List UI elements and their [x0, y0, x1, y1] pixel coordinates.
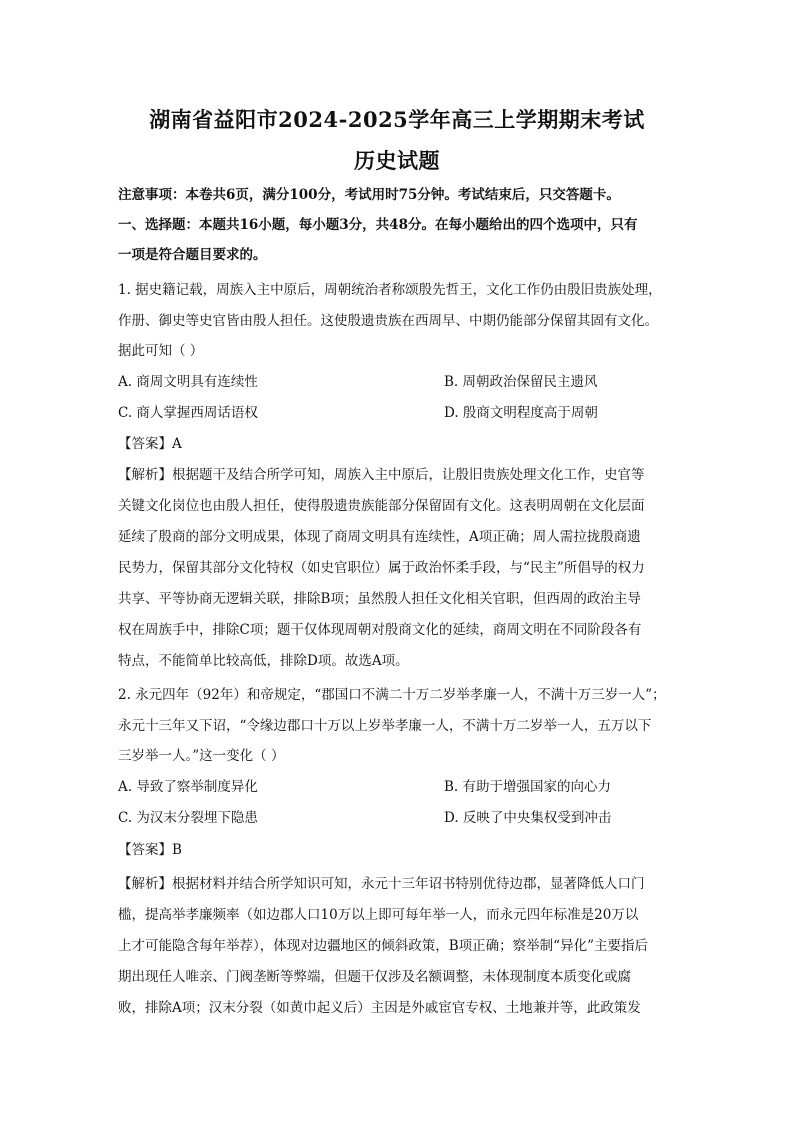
q2-stem-line2: 永元十三年又下诏，“令缘边郡口十万以上岁举孝廉一人，不满十万二岁举一人，五万以下	[118, 718, 652, 734]
q2-answer: 【答案】B	[118, 842, 182, 858]
q2-analysis-line2: 槛，提高举孝廉频率（如边郡人口10万以上即可每年举一人，而永元四年标准是20万以	[118, 907, 639, 923]
q1-stem-line3: 据此可知（ ）	[118, 343, 204, 359]
q1-analysis-line4: 民势力，保留其部分文化特权（如史官职位）属于政治怀柔手段，与“民主”所倡导的权力	[118, 560, 645, 576]
q2-analysis-line4: 期出现任人唯亲、门阀垄断等弊端，但题干仅涉及名额调整，未体现制度本质变化或腐	[118, 969, 631, 985]
section-instructions-line2: 一项是符合题目要求的。	[118, 247, 267, 263]
q1-analysis-line1: 【解析】根据题干及结合所学可知，周族入主中原后，让殷旧贵族处理文化工作，史官等	[118, 467, 645, 483]
q1-answer: 【答案】A	[118, 436, 182, 452]
q1-option-a: A. 商周文明具有连续性	[118, 374, 258, 390]
q2-option-c: C. 为汉末分裂埋下隐患	[118, 810, 258, 826]
q2-stem-line1: 2. 永元四年（92年）和帝规定，“郡国口不满二十万二岁举孝廉一人，不满十万三岁一人”；	[118, 687, 666, 703]
q1-stem-line1: 1. 据史籍记载，周族入主中原后，周朝统治者称颂殷先哲王，文化工作仍由殷旧贵族处理，	[118, 282, 662, 298]
q1-option-c: C. 商人掌握西周话语权	[118, 405, 258, 421]
q2-analysis-line5: 败，排除A项；汉末分裂（如黄巾起义后）主因是外戚宦官专权、土地兼并等，此政策发	[118, 1000, 641, 1016]
q1-option-b: B. 周朝政治保留民主遗风	[444, 374, 598, 390]
q1-analysis-line6: 权在周族手中，排除C项；题干仅体现周朝对殷商文化的延续，商周文明在不同阶段各有	[118, 622, 642, 638]
q2-analysis-line1: 【解析】根据材料并结合所学知识可知，永元十三年诏书特别优待边郡，显著降低人口门	[118, 876, 645, 892]
q2-option-a: A. 导致了察举制度异化	[118, 779, 258, 795]
q2-option-d: D. 反映了中央集权受到冲击	[444, 810, 612, 826]
q1-analysis-line7: 特点，不能简单比较高低，排除D项。故选A项。	[118, 653, 409, 669]
q1-analysis-line2: 关键文化岗位也由殷人担任，使得殷遗贵族能部分保留固有文化。这表明周朝在文化层面	[118, 498, 645, 514]
q2-option-b: B. 有助于增强国家的向心力	[444, 779, 612, 795]
exam-notice: 注意事项：本卷共6页，满分100分，考试用时75分钟。考试结束后，只交答题卡。	[118, 187, 620, 203]
q1-stem-line2: 作册、御史等史官皆由殷人担任。这使殷遗贵族在西周早、中期仍能部分保留其固有文化。	[118, 313, 658, 329]
q1-option-d: D. 殷商文明程度高于周朝	[444, 405, 598, 421]
section-instructions-line1: 一、选择题：本题共16小题，每小题3分，共48分。在每小题给出的四个选项中，只有	[118, 217, 638, 233]
exam-subtitle: 历史试题	[354, 148, 440, 173]
q2-stem-line3: 三岁举一人。”这一变化（ ）	[118, 748, 285, 764]
q1-analysis-line3: 延续了殷商的部分文明成果，体现了商周文明具有连续性，A项正确；周人需拉拢殷商遗	[118, 529, 641, 545]
exam-title: 湖南省益阳市2024-2025学年高三上学期期末考试	[149, 107, 645, 132]
q1-analysis-line5: 共享、平等协商无逻辑关联，排除B项；虽然殷人担任文化相关官职，但西周的政治主导	[118, 591, 641, 607]
q2-analysis-line3: 上才可能隐含每年举荐），体现对边疆地区的倾斜政策，B项正确；察举制“异化”主要指后	[118, 938, 648, 954]
